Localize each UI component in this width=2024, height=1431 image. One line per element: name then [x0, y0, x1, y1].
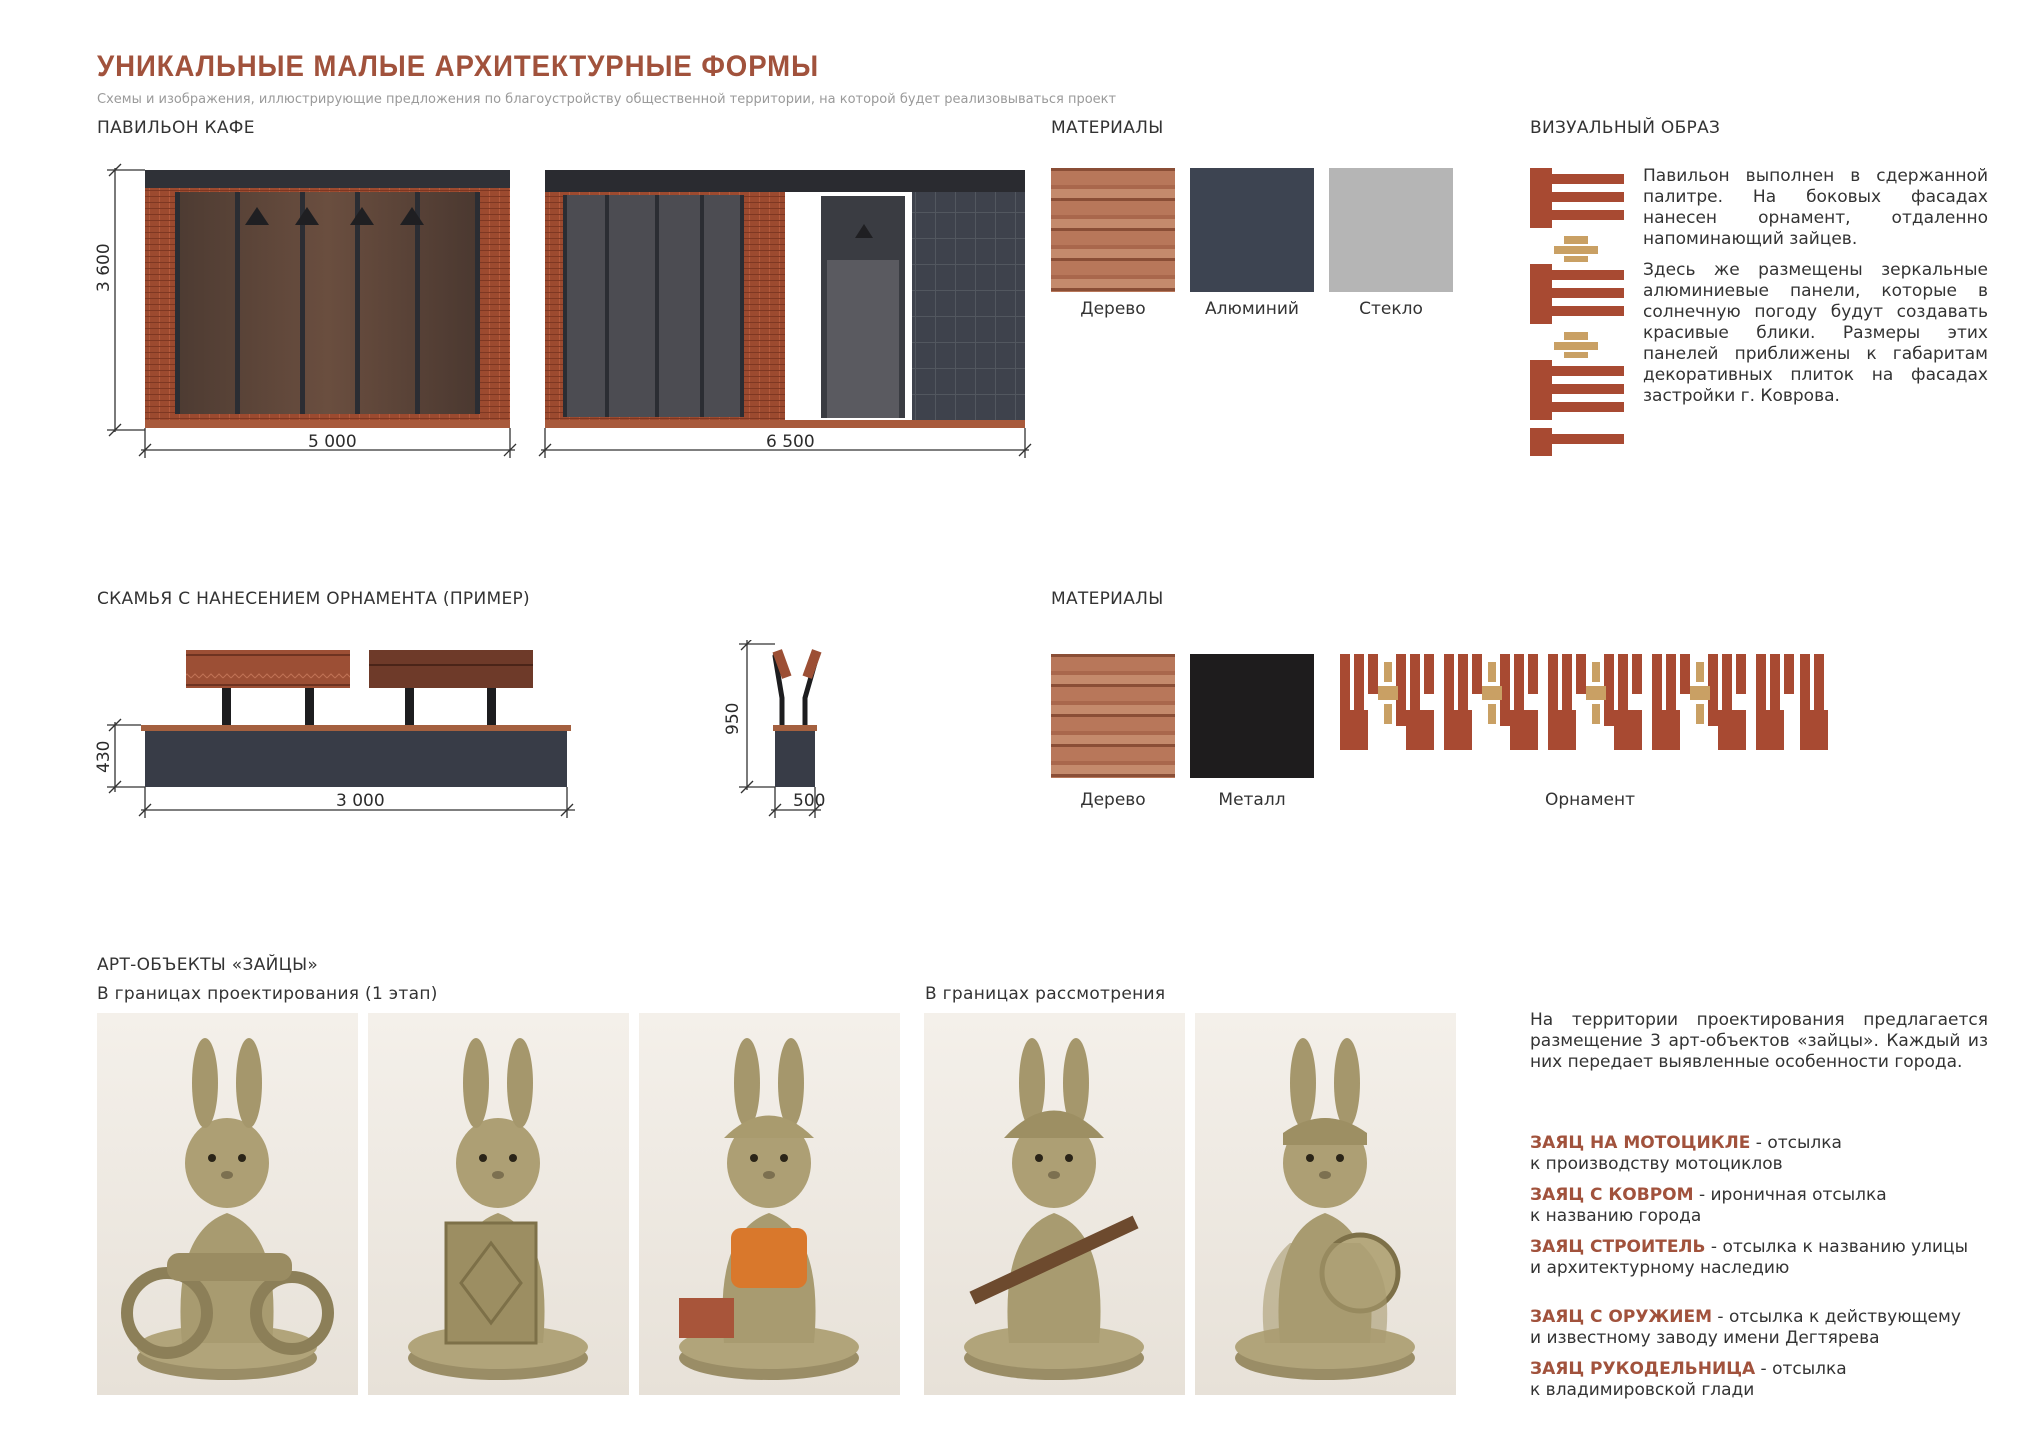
material-glass-swatch	[1329, 168, 1453, 292]
rabbit-motorcycle-photo	[97, 1013, 358, 1395]
legend-key: ЗАЯЦ НА МОТОЦИКЛЕ	[1530, 1133, 1751, 1153]
bench-height-label: 430	[94, 740, 114, 773]
legend-key: ЗАЯЦ С ОРУЖИЕМ	[1530, 1307, 1712, 1327]
pavilion-height-label: 3 600	[94, 243, 114, 292]
material-wood-label: Дерево	[1080, 299, 1146, 319]
page-subtitle: Схемы и изображения, иллюстрирующие предложения по благоустройству общественной территории, на которой будет реализовываться проект	[97, 92, 1117, 107]
legend-text: - отсылка	[1750, 1133, 1842, 1153]
pavilion-front-facade	[145, 170, 510, 428]
material-aluminum-swatch	[1190, 168, 1314, 292]
ornament-horizontal-icon	[1340, 654, 1836, 750]
visual-heading: ВИЗУАЛЬНЫЙ ОБРАЗ	[1530, 118, 1721, 138]
legend-text: и известному заводу имени Дегтярева	[1530, 1328, 1880, 1348]
material-aluminum-label: Алюминий	[1205, 299, 1299, 319]
legend-item	[1530, 1133, 2000, 1175]
visual-description	[1643, 166, 1988, 417]
pavilion-side-facade	[545, 170, 1025, 428]
legend-text: к производству мотоциклов	[1530, 1154, 1783, 1174]
legend-item	[1530, 1359, 2000, 1401]
materials-bottom-heading: МАТЕРИАЛЫ	[1051, 589, 1164, 609]
art-photos	[97, 1013, 1457, 1395]
bench-side-width-label: 500	[793, 791, 826, 811]
material-wood-label-2: Дерево	[1080, 790, 1146, 810]
legend-item	[1530, 1237, 2000, 1279]
bench-heading: СКАМЬЯ С НАНЕСЕНИЕМ ОРНАМЕНТА (ПРИМЕР)	[97, 589, 530, 609]
page-title: УНИКАЛЬНЫЕ МАЛЫЕ АРХИТЕКТУРНЫЕ ФОРМЫ	[97, 50, 820, 83]
bench-side-height-label: 950	[723, 702, 743, 735]
legend-text: к названию города	[1530, 1206, 1702, 1226]
legend-text: к владимировской глади	[1530, 1380, 1755, 1400]
art-subheading-design: В границах проектирования (1 этап)	[97, 984, 438, 1004]
rabbit-carpet-photo	[368, 1013, 629, 1395]
material-ornament-label: Орнамент	[1544, 790, 1635, 810]
material-wood-swatch	[1051, 168, 1175, 292]
visual-para-1: Павильон выполнен в сдержанной палитре. На боковых фасадах нанесен орнамент, отдаленно напоминающий зайцев.	[1643, 166, 1988, 249]
legend-item	[1530, 1185, 2000, 1227]
material-wood-swatch-2	[1051, 654, 1175, 778]
art-heading: АРТ-ОБЪЕКТЫ «ЗАЙЦЫ»	[97, 955, 319, 975]
art-intro: На территории проектирования предлагается размещение 3 арт-объектов «зайцы». Каждый из них передает выявленные особенности города.	[1530, 1010, 1988, 1072]
material-glass-label: Стекло	[1359, 299, 1423, 319]
legend-text: и архитектурному наследию	[1530, 1258, 1790, 1278]
legend-item	[1530, 1307, 2000, 1349]
pavilion-front-width-label: 5 000	[308, 432, 357, 452]
legend-text: - отсылка	[1755, 1359, 1847, 1379]
bench-length-label: 3 000	[336, 791, 385, 811]
rabbit-embroidery-photo	[1195, 1013, 1456, 1395]
legend-key: ЗАЯЦ С КОВРОМ	[1530, 1185, 1694, 1205]
rabbit-gun-photo	[924, 1013, 1185, 1395]
legend-key: ЗАЯЦ РУКОДЕЛЬНИЦА	[1530, 1359, 1756, 1379]
art-subheading-review: В границах рассмотрения	[925, 984, 1166, 1004]
rabbit-builder-photo	[639, 1013, 900, 1395]
legend-text: - ироничная отсылка	[1693, 1185, 1887, 1205]
materials-top-heading: МАТЕРИАЛЫ	[1051, 118, 1164, 138]
legend-text: - отсылка к названию улицы	[1705, 1237, 1969, 1257]
material-metal-label: Металл	[1218, 790, 1286, 810]
pavilion-drawing	[95, 160, 1035, 470]
art-legend	[1530, 1133, 2000, 1401]
legend-key: ЗАЯЦ СТРОИТЕЛЬ	[1530, 1237, 1706, 1257]
ornament-vertical-icon	[1530, 168, 1626, 456]
material-metal-swatch	[1190, 654, 1314, 778]
visual-para-2: Здесь же размещены зеркальные алюминиевые панели, которые в солнечную погоду будут создавать красивые блики. Размеры этих панелей приближены к габаритам декоративных плиток на фасадах застройки г. Коврова.	[1643, 260, 1988, 406]
pavilion-heading: ПАВИЛЬОН КАФЕ	[97, 118, 255, 138]
legend-text: - отсылка к действующему	[1712, 1307, 1961, 1327]
pavilion-side-width-label: 6 500	[766, 432, 815, 452]
